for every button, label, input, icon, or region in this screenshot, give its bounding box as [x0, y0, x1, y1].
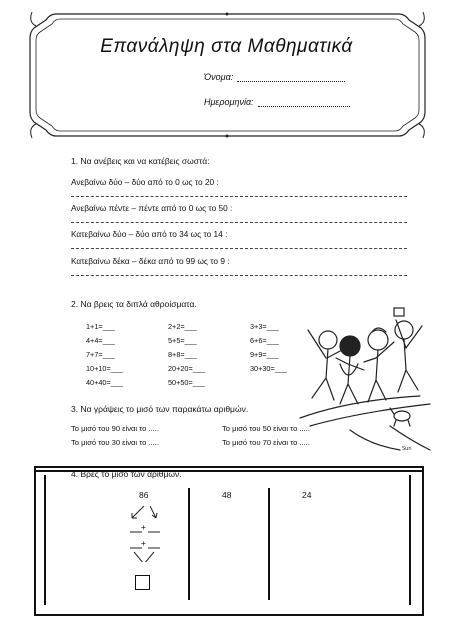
- children-illustration: [290, 300, 440, 460]
- frame-right-line: [409, 475, 411, 605]
- split-arrows: [120, 502, 180, 562]
- q4-heading: 4. Βρες το μισό των αριθμών.: [71, 469, 182, 479]
- date-label: Ημερομηνία:: [204, 97, 254, 107]
- half-item: Το μισό του 50 είναι το .....: [222, 424, 310, 433]
- sum-item: 2+2=___: [168, 322, 197, 331]
- sum-item: 3+3=___: [250, 322, 279, 331]
- plus-sign: +: [141, 538, 146, 548]
- sum-item: 8+8=___: [168, 350, 197, 359]
- half-item: Το μισό του 70 είναι το .....: [222, 438, 310, 447]
- q1-line-1: Ανεβαίνω δύο – δύο από το 0 ως το 20 :: [71, 177, 219, 187]
- answer-line[interactable]: [71, 248, 407, 249]
- column-divider: [268, 488, 270, 600]
- illustration-signature: Sun: [402, 446, 412, 452]
- sum-item: 20+20=___: [168, 364, 205, 373]
- q4-box: [34, 466, 424, 616]
- plus-sign: +: [141, 522, 146, 532]
- answer-box[interactable]: [135, 575, 150, 590]
- number-48: 48: [222, 490, 232, 500]
- answer-line[interactable]: [71, 275, 407, 276]
- date-field[interactable]: [204, 97, 350, 107]
- name-field[interactable]: [204, 72, 345, 82]
- answer-line[interactable]: [71, 222, 407, 223]
- sum-item: 50+50=___: [168, 378, 205, 387]
- q1-line-2: Ανεβαίνω πέντε – πέντε από το 0 ως το 50 :: [71, 203, 233, 213]
- q1-line-3: Κατεβαίνω δύο – δύο από το 34 ως το 14 :: [71, 229, 228, 239]
- sum-item: 1+1=___: [86, 322, 115, 331]
- number-24: 24: [302, 490, 312, 500]
- q1-heading: 1. Να ανέβεις και να κατέβεις σωστά:: [71, 156, 210, 166]
- sum-item: 9+9=___: [250, 350, 279, 359]
- date-line[interactable]: [258, 97, 350, 107]
- sum-item: 7+7=___: [86, 350, 115, 359]
- answer-line[interactable]: [71, 196, 407, 197]
- name-line[interactable]: [237, 72, 345, 82]
- sum-item: 40+40=___: [86, 378, 123, 387]
- sum-item: 6+6=___: [250, 336, 279, 345]
- q1-line-4: Κατεβαίνω δέκα – δέκα από το 99 ως το 9 :: [71, 256, 230, 266]
- sum-item: 5+5=___: [168, 336, 197, 345]
- frame-left-line: [44, 475, 46, 605]
- sum-item: 4+4=___: [86, 336, 115, 345]
- sum-item: 30+30=___: [250, 364, 287, 373]
- name-label: Όνομα:: [204, 72, 234, 82]
- q2-heading: 2. Να βρεις τα διπλά αθροίσματα.: [71, 299, 197, 309]
- q3-heading: 3. Να γράψεις το μισό των παρακάτω αριθμών.: [71, 404, 249, 414]
- half-item: Το μισό του 90 είναι το .....: [71, 424, 159, 433]
- number-86: 86: [139, 490, 149, 500]
- column-divider: [188, 488, 190, 600]
- sum-item: 10+10=___: [86, 364, 123, 373]
- half-item: Το μισό του 30 είναι το .....: [71, 438, 159, 447]
- page-title: Επανάληψη στα Μαθηματικά: [100, 36, 353, 57]
